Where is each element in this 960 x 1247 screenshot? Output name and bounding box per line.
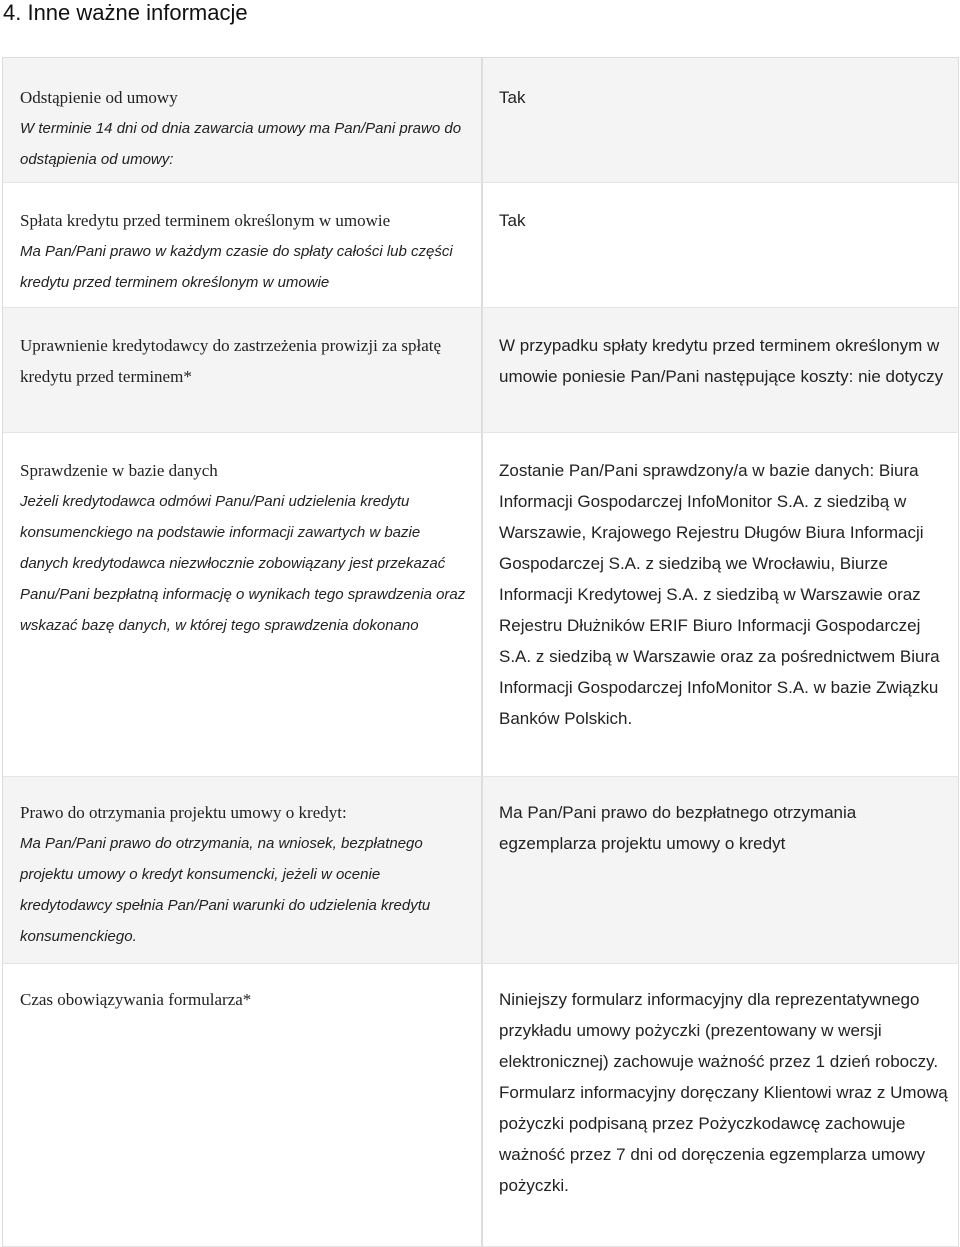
row-value: Tak	[499, 88, 526, 107]
row-title: Sprawdzenie w bazie danych	[20, 461, 218, 480]
row-value-cell	[483, 58, 959, 182]
row-value: W przypadku spłaty kredytu przed terminem określonym w umowie poniesie Pan/Pani następujące koszty: nie dotyczy	[499, 336, 944, 386]
table-row-database-check	[3, 433, 959, 777]
info-table	[2, 57, 959, 1247]
row-label-cell	[3, 183, 483, 307]
row-value-secondary: Formularz informacyjny doręczany Klientowi wraz z Umową pożyczki podpisaną przez Pożyczkodawcę zachowuje ważność przez 7 dni od doręczenia egzemplarza umowy pożyczki.	[499, 1083, 948, 1195]
row-title: Uprawnienie kredytodawcy do zastrzeżenia prowizji za spłatę kredytu przed terminem*	[20, 336, 442, 386]
row-value-cell	[483, 183, 959, 307]
row-label-cell	[3, 308, 483, 432]
row-value-cell	[483, 964, 959, 1246]
row-title: Prawo do otrzymania projektu umowy o kredyt:	[20, 803, 347, 822]
row-title: Odstąpienie od umowy	[20, 88, 178, 107]
row-description: W terminie 14 dni od dnia zawarcia umowy ma Pan/Pani prawo do odstąpienia od umowy:	[20, 120, 462, 168]
row-description: Jeżeli kredytodawca odmówi Panu/Pani udzielenia kredytu konsumenckiego na podstawie informacji zawartych w bazie danych kredytodawca niezwłocznie zobowiązany jest przekazać Panu/Pani bezpłatną informację o wynikach tego sprawdzenia oraz wskazać bazę danych, w której tego sprawdzenia dokonano	[20, 493, 466, 634]
row-description: Ma Pan/Pani prawo do otrzymania, na wniosek, bezpłatnego projektu umowy o kredyt konsumencki, jeżeli w ocenie kredytodawcy spełnia Pan/Pani warunki do udzielenia kredytu konsumenckiego.	[20, 835, 431, 945]
row-value: Ma Pan/Pani prawo do bezpłatnego otrzymania egzemplarza projektu umowy o kredyt	[499, 803, 857, 853]
row-description: Ma Pan/Pani prawo w każdym czasie do spłaty całości lub części kredytu przed terminem określonym w umowie	[20, 243, 453, 291]
table-row-withdrawal	[3, 58, 959, 183]
row-value-cell	[483, 433, 959, 776]
page-title: 4. Inne ważne informacje	[3, 0, 248, 25]
table-row-validity	[3, 964, 959, 1247]
row-label-cell	[3, 58, 483, 182]
table-row-commission	[3, 308, 959, 433]
table-row-draft-agreement	[3, 777, 959, 964]
table-row-early-repayment	[3, 183, 959, 308]
row-value: Tak	[499, 211, 526, 230]
row-value: Zostanie Pan/Pani sprawdzony/a w bazie danych: Biura Informacji Gospodarczej InfoMonitor S.A. z siedzibą w Warszawie, Krajowego Rejestru Długów Biura Informacji Gospodarczej S.A. z siedzibą we Wrocławiu, Biurze Informacji Kredytowej S.A. z siedzibą w Warszawie oraz Rejestru Dłużników ERIF Biuro Informacji Gospodarczej S.A. z siedzibą w Warszawie oraz za pośrednictwem Biura Informacji Gospodarczej InfoMonitor S.A. w bazie Związku Banków Polskich.	[499, 461, 940, 728]
row-value-cell	[483, 308, 959, 432]
row-title: Czas obowiązywania formularza*	[20, 990, 252, 1009]
row-title: Spłata kredytu przed terminem określonym w umowie	[20, 211, 391, 230]
row-label-cell	[3, 777, 483, 963]
row-label-cell	[3, 433, 483, 776]
row-label-cell	[3, 964, 483, 1246]
row-value: Niniejszy formularz informacyjny dla reprezentatywnego przykładu umowy pożyczki (prezentowany w wersji elektronicznej) zachowuje ważność przez 1 dzień roboczy.	[499, 990, 939, 1071]
row-value-cell	[483, 777, 959, 963]
